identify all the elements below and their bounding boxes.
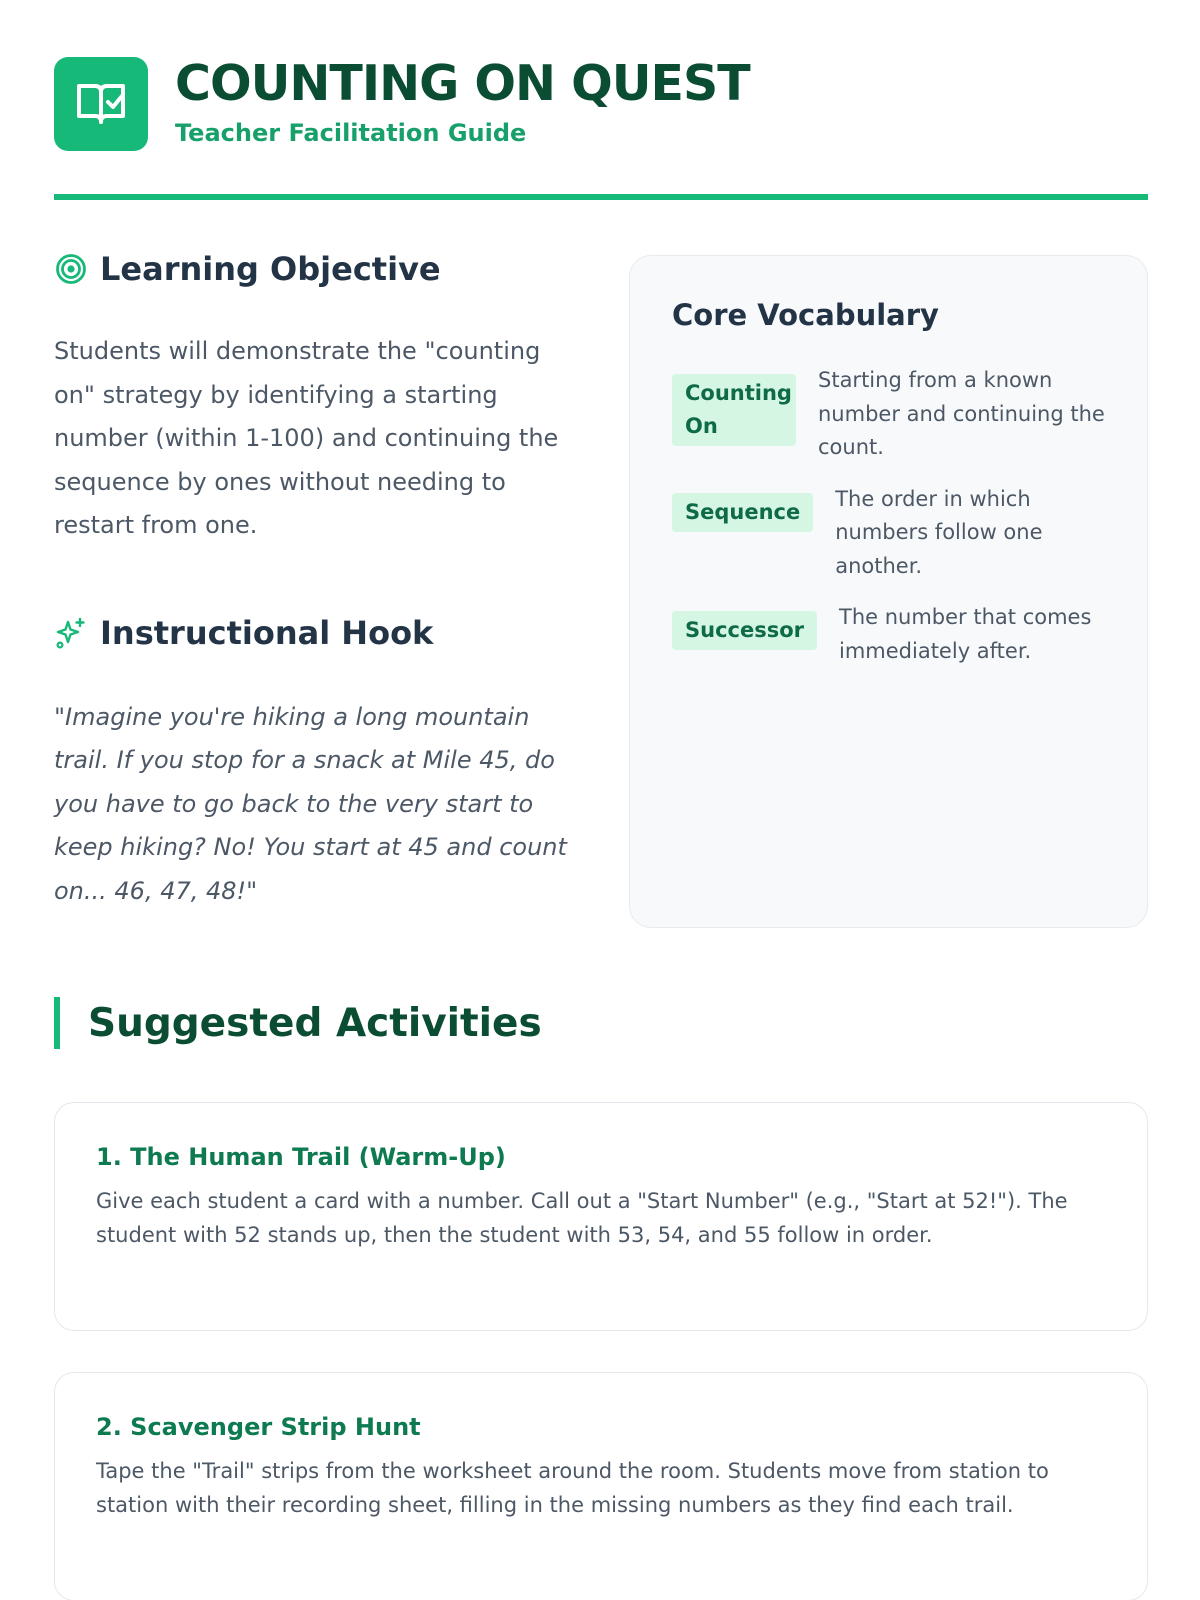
activity-description: Tape the "Trail" strips from the worksheet around the room. Students move from station to station with their recording sheet, filling in the missing numbers as they find each trail. <box>96 1459 1049 1517</box>
activities-heading: Suggested Activities <box>88 1000 542 1046</box>
vocab-definition: The order in which numbers follow one another. <box>835 486 1043 578</box>
vocab-definition: Starting from a known number and continuing the count. <box>818 368 1105 459</box>
vocab-term: Successor <box>672 611 817 650</box>
accent-bar <box>54 997 60 1049</box>
activity-card <box>54 1102 1148 1331</box>
activities-heading-row <box>54 997 542 1049</box>
left-column <box>54 250 584 913</box>
page-header <box>54 57 1148 207</box>
activity-card <box>54 1372 1148 1600</box>
vocab-item <box>672 605 1107 668</box>
hook-heading: Instructional Hook <box>100 613 434 652</box>
activity-description: Give each student a card with a number. Call out a "Start Number" (e.g., "Start at 52!"). The student with 52 stands up, then the student with 53, 54, and 55 follow in order. <box>96 1189 1068 1247</box>
hook-heading-row <box>54 614 584 652</box>
vocab-item <box>672 486 1107 584</box>
header-divider <box>54 194 1148 200</box>
objective-heading: Learning Objective <box>100 250 441 288</box>
sparkles-icon <box>54 616 88 650</box>
vocab-term: Sequence <box>672 493 813 532</box>
page-title: COUNTING ON QUEST <box>175 55 750 112</box>
objective-text: Students will demonstrate the "counting on" strategy by identifying a starting number (within 1-100) and continuing the sequence by ones without needing to restart from one. <box>54 337 559 539</box>
vocabulary-heading: Core Vocabulary <box>672 298 939 332</box>
vocab-definition: The number that comes immediately after. <box>839 605 1092 663</box>
activity-title: 1. The Human Trail (Warm-Up) <box>96 1143 506 1171</box>
vocabulary-panel <box>629 255 1148 928</box>
hook-quote: "Imagine you're hiking a long mountain trail. If you stop for a snack at Mile 45, do you have to go back to the very start to keep hiking? No! You start at 45 and count on... 46, 47, 48!" <box>54 702 567 905</box>
activity-title: 2. Scavenger Strip Hunt <box>96 1413 421 1441</box>
page-subtitle: Teacher Facilitation Guide <box>175 119 527 147</box>
target-icon <box>54 252 88 286</box>
objective-heading-row <box>54 250 584 288</box>
vocab-item <box>672 368 1107 465</box>
vocab-term: Counting On <box>672 374 796 446</box>
book-check-icon <box>54 57 148 151</box>
